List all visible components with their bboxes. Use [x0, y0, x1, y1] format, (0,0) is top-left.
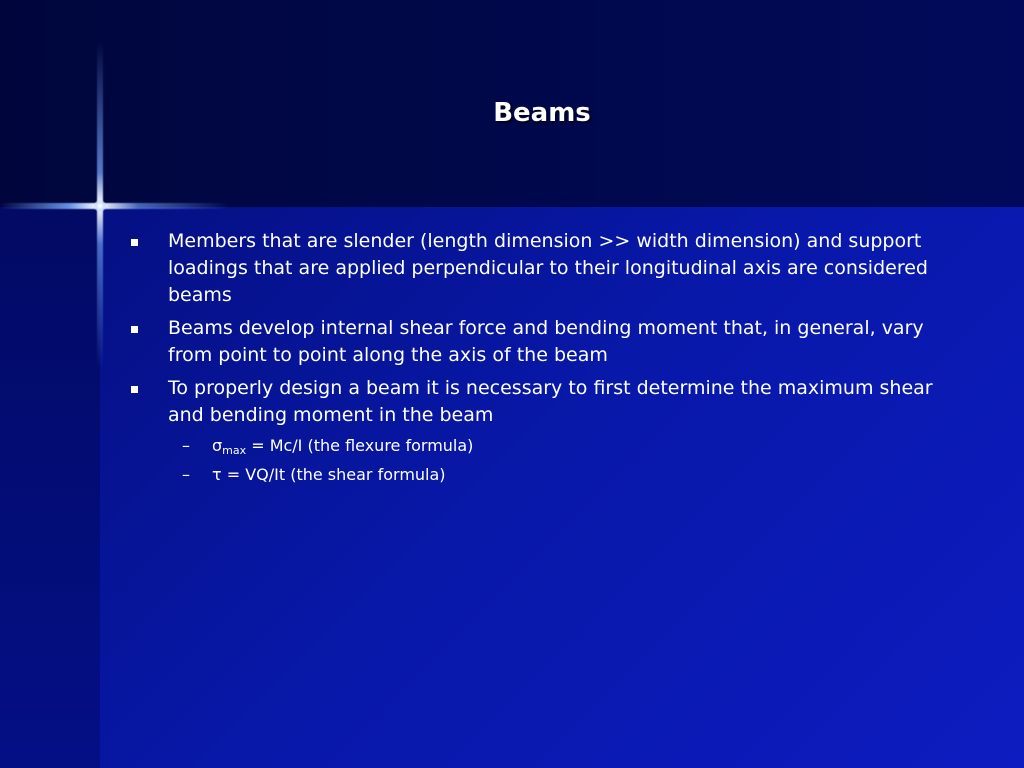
shear-formula-text: τ = VQ/It (the shear formula) [212, 465, 446, 484]
lens-flare-star-icon [94, 200, 106, 212]
bullet-item [130, 315, 950, 369]
left-band [0, 207, 100, 768]
bullet-text: Beams develop internal shear force and bending moment that, in general, vary from point to point along the axis of the beam [168, 317, 924, 366]
lens-flare-horizontal [0, 203, 230, 209]
dash-bullet-icon: – [182, 465, 190, 484]
bullet-item [130, 375, 950, 489]
sub-bullet-item-flexure [168, 431, 950, 460]
bullet-list [130, 228, 950, 489]
sub-bullet-item-shear [168, 460, 950, 489]
bullet-item [130, 228, 950, 309]
max-subscript: max [222, 444, 247, 457]
sigma-symbol: σ [212, 436, 223, 455]
slide-title: Beams [493, 98, 591, 128]
bullet-text: Members that are slender (length dimension >> width dimension) and support loadings that are applied perpendicular to their longitudinal axis are considered beams [168, 230, 928, 306]
sub-bullet-list [168, 431, 950, 489]
square-bullet-icon [131, 326, 138, 333]
dash-bullet-icon: – [182, 436, 190, 455]
square-bullet-icon [131, 386, 138, 393]
slide-content [130, 228, 950, 495]
flexure-formula-text: = Mc/I (the flexure formula) [246, 436, 474, 455]
bullet-text: To properly design a beam it is necessary to first determine the maximum shear and bending moment in the beam [168, 377, 933, 426]
square-bullet-icon [131, 239, 138, 246]
